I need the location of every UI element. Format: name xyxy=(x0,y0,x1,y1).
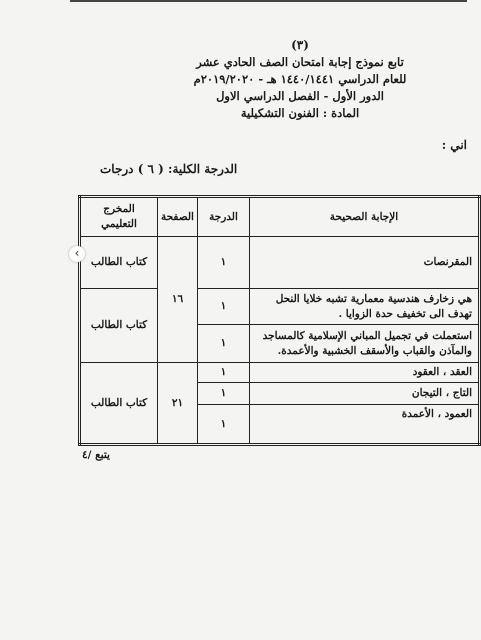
grade-cell: ١ xyxy=(198,237,250,289)
header-page: الصفحة xyxy=(158,197,198,237)
header-outcome: المخرج التعليمي xyxy=(80,197,158,237)
grade-cell: ١ xyxy=(198,289,250,325)
page-cell: ٢١ xyxy=(158,363,198,445)
continued-note: يتبع /٤ xyxy=(82,449,110,461)
table-row xyxy=(80,289,480,325)
exam-title: تابع نموذج إجابة امتحان الصف الحادي عشر xyxy=(196,55,404,69)
outcome-cell: كتاب الطالب xyxy=(80,363,158,445)
total-score: الدرجة الكلية: ( ٦ ) درجات xyxy=(100,162,238,176)
outcome-cell: كتاب الطالب xyxy=(80,237,158,289)
answer-cell: هي زخارف هندسية معمارية تشبه خلايا النحل تهدف الى تخفيف حدة الزوايا . xyxy=(250,289,480,325)
answer-cell: استعملت في تجميل المباني الإسلامية كالمساجد والمآذن والقباب والأسقف الخشبية والأعمدة. xyxy=(250,325,480,363)
grade-cell: ١ xyxy=(198,325,250,363)
subject-name: المادة : الفنون التشكيلية xyxy=(240,106,360,120)
question-label: اني : xyxy=(441,138,467,152)
answer-cell: العمود ، الأعمدة xyxy=(250,405,480,445)
answer-cell: التاج ، التيجان xyxy=(250,383,480,405)
academic-year: للعام الدراسي ١٤٤٠/١٤٤١ هـ - ٢٠١٩/٢٠٢٠م xyxy=(193,72,407,86)
grade-cell: ١ xyxy=(198,363,250,383)
exam-term: الدور الأول - الفصل الدراسي الاول xyxy=(216,89,384,103)
answer-cell: العقد ، العقود xyxy=(250,363,480,383)
answer-table xyxy=(78,195,481,446)
grade-cell: ١ xyxy=(198,383,250,405)
page-header xyxy=(150,38,450,122)
answer-cell: المقرنصات xyxy=(250,237,480,289)
top-divider xyxy=(70,0,467,2)
table-row xyxy=(80,363,480,383)
page-number: (٣) xyxy=(291,38,309,52)
table-row xyxy=(80,237,480,289)
chevron-left-icon[interactable]: ‹ xyxy=(69,246,85,262)
page-cell: ١٦ xyxy=(158,237,198,363)
table-header-row xyxy=(80,197,480,237)
outcome-cell: كتاب الطالب xyxy=(80,289,158,363)
grade-cell: ١ xyxy=(198,405,250,445)
header-grade: الدرجة xyxy=(198,197,250,237)
header-answer: الإجابة الصحيحة xyxy=(250,197,480,237)
